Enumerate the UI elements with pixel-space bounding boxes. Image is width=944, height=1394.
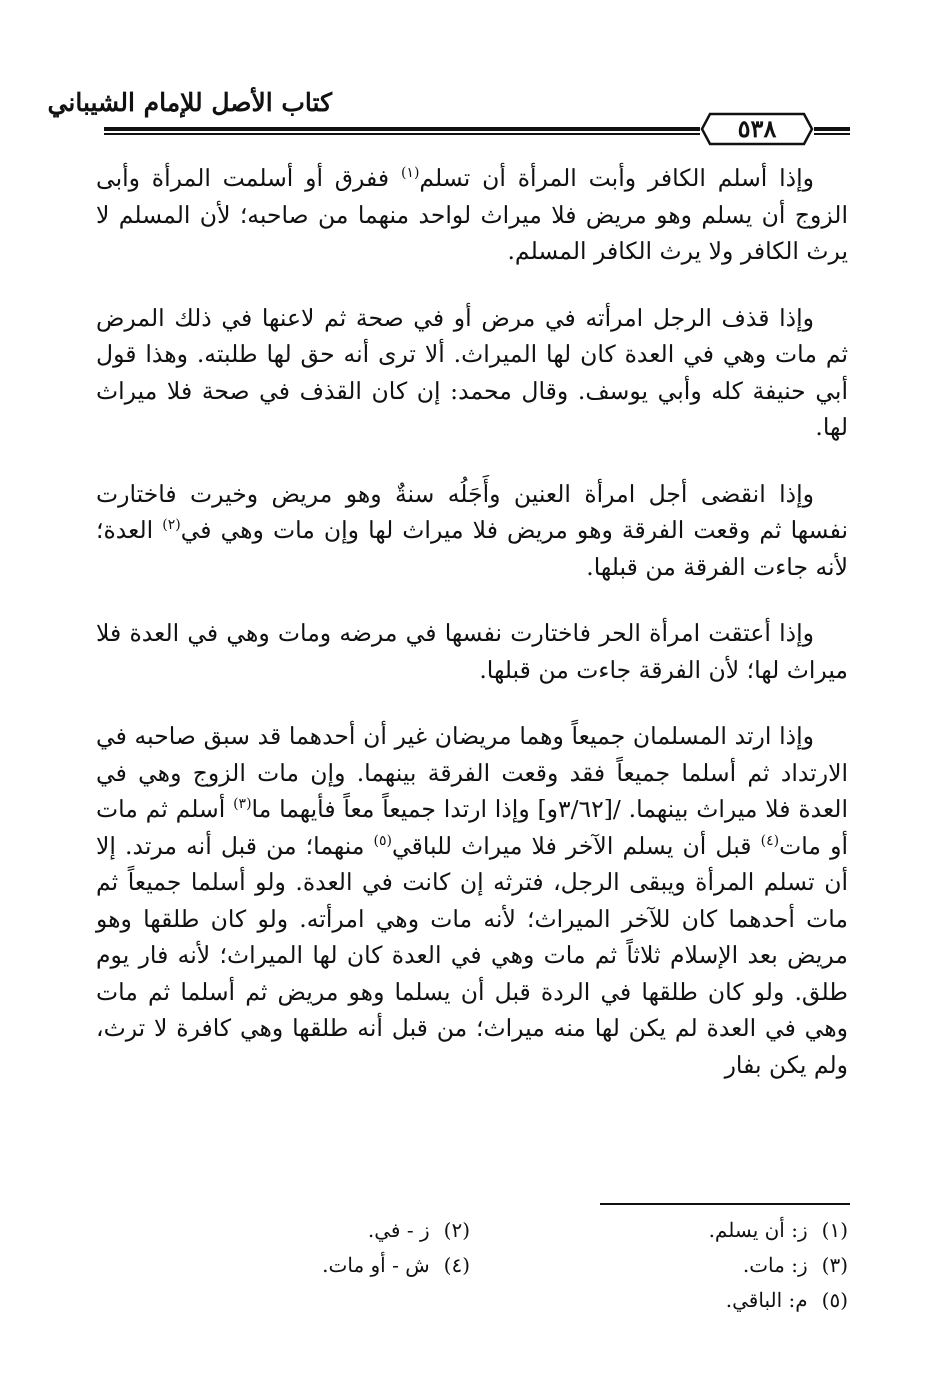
footnote-number: (٣) bbox=[821, 1253, 848, 1277]
paragraph bbox=[96, 476, 848, 586]
footnote bbox=[709, 1218, 848, 1242]
footnote bbox=[368, 1218, 470, 1242]
footnote-ref: (١) bbox=[400, 165, 420, 182]
footnote-ref: (٢) bbox=[162, 517, 181, 534]
footnote-separator bbox=[600, 1203, 850, 1205]
footnote bbox=[743, 1253, 848, 1277]
footnote-number: (٥) bbox=[821, 1288, 848, 1312]
footnote-ref: (٥) bbox=[373, 832, 392, 849]
paragraph-text: وإذا ارتد المسلمان جميعاً وهما مريضان غير أن أحدهما قد سبق صاحبه في الارتداد ثم أسلما جميعاً فقد وقعت الفرقة بينهما. وإن مات الزوج وهي في العدة فلا ميراث بينهما. /[٣/٦٢و] وإذا ارتدا جميعاً معاً فأيهما ما bbox=[96, 722, 848, 823]
paragraph: وإذا أعتقت امرأة الحر فاختارت نفسها في مرضه ومات وهي في العدة فلا ميراث لها؛ لأن الفرقة جاءت من قبلها. bbox=[96, 619, 848, 684]
footnote-number: (١) bbox=[821, 1218, 848, 1242]
running-header-title: كتاب الأصل للإمام الشيباني bbox=[47, 88, 332, 117]
footnote-text: ز: أن يسلم. bbox=[708, 1218, 808, 1242]
footnote-ref: (٣) bbox=[233, 796, 252, 813]
footnote-text: ش - أو مات. bbox=[322, 1253, 430, 1277]
paragraph-text: قبل أن يسلم الآخر فلا ميراث للباقي bbox=[392, 831, 761, 860]
paragraph bbox=[96, 160, 848, 270]
footnote-number: (٤) bbox=[443, 1253, 470, 1277]
paragraph-text: ففرق أو أسلمت المرأة وأبى الزوج أن يسلم وهو مريض فلا ميراث لواحد منهما من صاحبه؛ لأن المسلم لا يرث الكافر ولا يرث الكافر المسلم. bbox=[96, 164, 848, 265]
footnote-number: (٢) bbox=[443, 1218, 470, 1242]
paragraph-text: العدة؛ لأنه جاءت الفرقة من قبلها. bbox=[96, 516, 848, 581]
paragraph bbox=[96, 718, 848, 1083]
footnote-text: م: الباقي. bbox=[725, 1288, 808, 1312]
paragraph-text: أسلم ثم مات أو مات bbox=[96, 795, 848, 860]
paragraph-text: وإذا أسلم الكافر وأبت المرأة أن تسلم bbox=[419, 164, 815, 192]
paragraph-text: وإذا انقضى أجل امرأة العنين وأَجَلُه سنةٌ وهو مريض وخيرت فاختارت نفسها ثم وقعت الفرقة وهو مريض فلا ميراث لها وإن مات وهي في bbox=[96, 479, 848, 544]
page-number: ٥٣٨ bbox=[737, 114, 777, 143]
main-text bbox=[96, 160, 848, 1113]
paragraph-text: منهما؛ من قبل أنه مرتد. إلا أن تسلم المرأة ويبقى الرجل، فترثه إن كانت في العدة. ولو أسلما جميعاً ثم مات أحدهما كان للآخر الميراث؛ لأنه مات وهي امرأته. ولو كان طلقها وهو مريض بعد الإسلام ثلاثاً ثم مات وهي في العدة كان لها الميراث؛ لأنه فار يوم طلق. ولو كان طلقها في الردة قبل أن يسلما وهو مريض ثم أسلما ثم مات وهي في العدة لم يكن لها منه ميراث؛ من قبل أنه طلقها وهي كافرة لا ترث، ولم يكن بفار bbox=[96, 831, 848, 1079]
footnote bbox=[322, 1253, 470, 1277]
paragraph: وإذا قذف الرجل امرأته في مرض أو في صحة ثم لاعنها في ذلك المرض ثم مات وهي في العدة كان لها الميراث. ألا ترى أنه حق لها طلبته. وهذا قول أبي حنيفة كله وأبي يوسف. وقال محمد: إن كان القذف في صحة فلا ميراث لها. bbox=[96, 303, 849, 441]
footnote bbox=[726, 1288, 848, 1312]
footnote-text: ز: مات. bbox=[742, 1253, 808, 1277]
footnote-ref: (٤) bbox=[760, 832, 780, 849]
footnote-text: ز - في. bbox=[367, 1218, 430, 1242]
